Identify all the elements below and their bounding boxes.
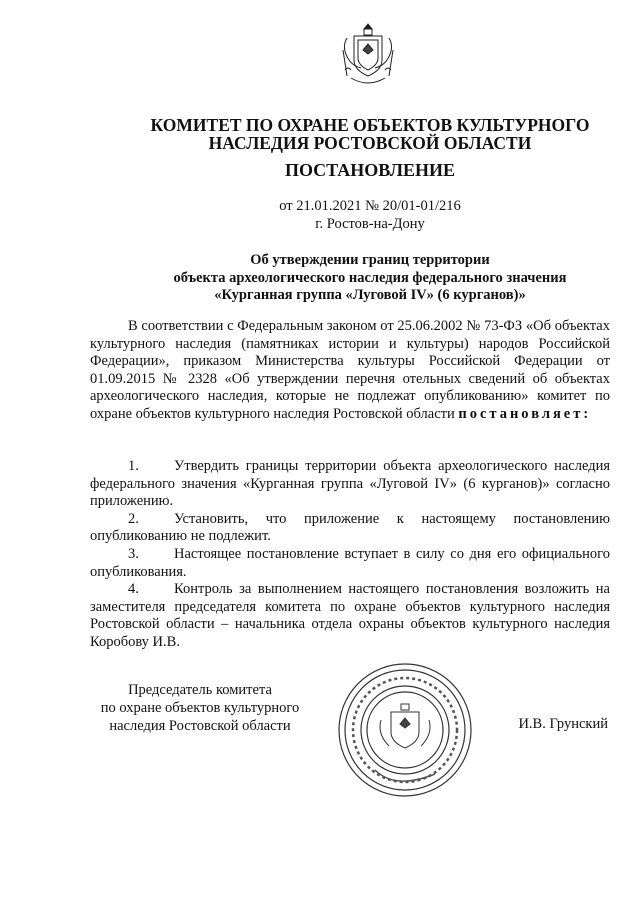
item-text: Утвердить границы территории объекта археологического наследия федерального значения «Курганная группа «Луговой IV» (6 курганов)» согласно приложению. [90,458,610,510]
preamble [90,318,610,424]
item-number: 2. [128,510,139,527]
coat-of-arms-emblem [337,20,399,90]
org-line-1: КОМИТЕТ ПО ОХРАНЕ ОБЪЕКТОВ КУЛЬТУРНОГО [150,115,590,135]
item-text: Настоящее постановление вступает в силу со дня его официального опубликования. [90,545,610,580]
city: г. Ростов-на-Дону [315,216,425,232]
subject-line-2: объекта археологического наследия федерального значения [173,269,567,286]
document-meta [130,197,610,233]
subject-line-1: Об утверждении границ территории [250,252,490,268]
document-type: ПОСТАНОВЛЕНИЕ [284,160,456,180]
organization-name [130,116,610,152]
signatory-title [90,681,310,735]
item-text: Контроль за выполнением настоящего постановления возложить на заместителя председателя комитета по охране объектов культурного наследия Ростовской области – начальника отдела охраны объектов культурного наследия Коробову И.В. [90,581,610,650]
list-item [90,458,610,511]
preamble-body: В соответствии с Федеральным законом от 25.06.2002 № 73-ФЗ «Об объектах культурного наследия (памятниках истории и культуры) народов Российской Федерации», приказом Министерства культуры Российской Федерации от 01.09.2015 № 2328 «Об утверждении перечня отельных сведений об объектах археологического наследия, которые не подлежат опубликованию» комитет по охране объектов культурного наследия Ростовской области [90,318,610,422]
list-item [90,511,610,546]
resolution-items [90,458,610,652]
org-line-2: НАСЛЕДИЯ РОСТОВСКОЙ ОБЛАСТИ [208,133,532,153]
signatory-name: И.В. Грунский [518,716,608,732]
item-number: 3. [128,545,139,562]
signatory-title-line-3: наследия Ростовской области [109,718,291,734]
preamble-text [90,318,610,424]
date-number: от 21.01.2021 № 20/01-01/216 [279,198,461,214]
list-item [90,546,610,581]
official-seal-stamp [335,660,475,800]
signatory-title-line-1: Председатель комитета [128,682,272,698]
subject-line-3: «Курганная группа «Луговой IV» (6 курганов)» [214,287,526,303]
document-subject [130,252,610,305]
item-text: Установить, что приложение к настоящему постановлению опубликованию не подлежит. [90,510,610,545]
resolves-word: постановляет: [458,405,592,422]
list-item [90,581,610,651]
signatory-title-line-2: по охране объектов культурного [100,700,300,716]
item-number: 1. [128,458,139,474]
item-number: 4. [128,581,139,598]
